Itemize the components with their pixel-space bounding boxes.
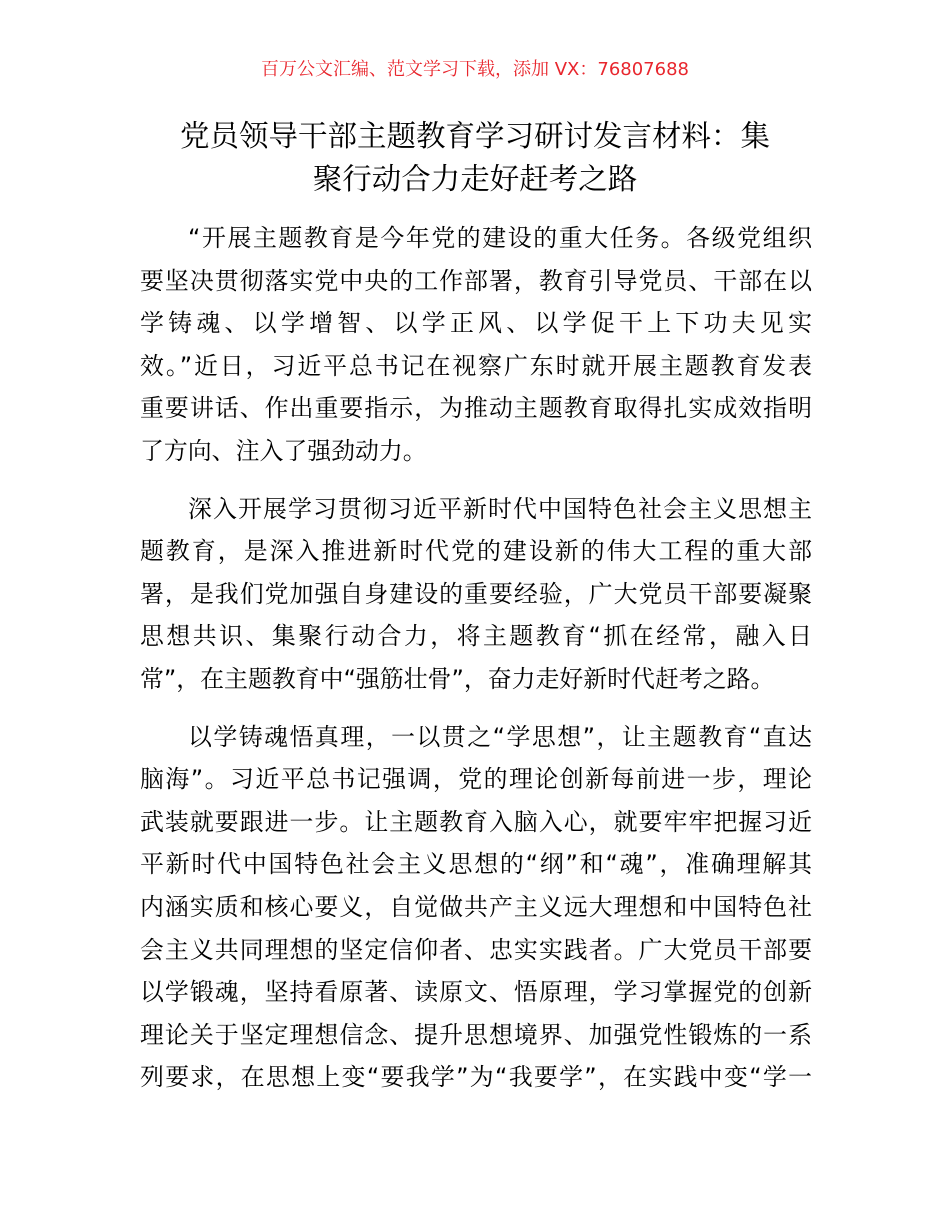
- paragraph-line: 以学铸魂悟真理，一以贯之“学思想”，让主题教育“直达: [188, 722, 812, 751]
- paragraph-line: 列要求，在思想上变“要我学”为“我要学”，在实践中变“学一: [140, 1063, 812, 1092]
- paragraph: [140, 217, 812, 473]
- document-title: [140, 115, 810, 201]
- paragraph-line: 重要讲话、作出重要指示，为推动主题教育取得扎实成效指明: [140, 394, 812, 423]
- paragraph-line: 署，是我们党加强自身建设的重要经验，广大党员干部要凝聚: [140, 579, 812, 608]
- title-line: 党员领导干部主题教育学习研讨发言材料：集: [179, 119, 770, 153]
- title-line: 聚行动合力走好赶考之路: [312, 162, 638, 196]
- paragraph-line: 平新时代中国特色社会主义思想的“纲”和“魂”，准确理解其: [140, 850, 812, 879]
- paragraph-line: 深入开展学习贯彻习近平新时代中国特色社会主义思想主: [188, 494, 812, 523]
- document-body: [140, 217, 812, 1114]
- paragraph-line: 脑海”。习近平总书记强调，党的理论创新每前进一步，理论: [140, 765, 812, 794]
- paragraph-line: 以学锻魂，坚持看原著、读原文、悟原理，学习掌握党的创新: [140, 978, 812, 1007]
- paragraph-line: 要坚决贯彻落实党中央的工作部署，教育引导党员、干部在以: [140, 266, 812, 295]
- paragraph: [140, 488, 812, 701]
- paragraph-line: 会主义共同理想的坚定信仰者、忠实实践者。广大党员干部要: [140, 935, 812, 964]
- paragraph-line: 理论关于坚定理想信念、提升思想境界、加强党性锻炼的一系: [140, 1020, 812, 1049]
- watermark-header: 百万公文汇编、范文学习下载，添加 VX：76807688: [261, 59, 689, 80]
- paragraph-line: 效。”近日，习近平总书记在视察广东时就开展主题教育发表: [140, 351, 812, 380]
- paragraph-line: 武装就要跟进一步。让主题教育入脑入心，就要牢牢把握习近: [140, 807, 812, 836]
- paragraph-line: 题教育，是深入推进新时代党的建设新的伟大工程的重大部: [140, 537, 812, 566]
- paragraph-line: 常”，在主题教育中“强筋壮骨”，奋力走好新时代赶考之路。: [140, 664, 775, 693]
- paragraph-line: 思想共识、集聚行动合力，将主题教育“抓在经常，融入日: [140, 622, 812, 651]
- paragraph: [140, 716, 812, 1099]
- paragraph-line: 了方向、注入了强劲动力。: [140, 436, 427, 465]
- paragraph-line: 内涵实质和核心要义，自觉做共产主义远大理想和中国特色社: [140, 892, 812, 921]
- paragraph-line: “开展主题教育是今年党的建设的重大任务。各级党组织: [188, 224, 812, 252]
- paragraph-line: 学铸魂、以学增智、以学正风、以学促干上下功夫见实: [140, 309, 812, 338]
